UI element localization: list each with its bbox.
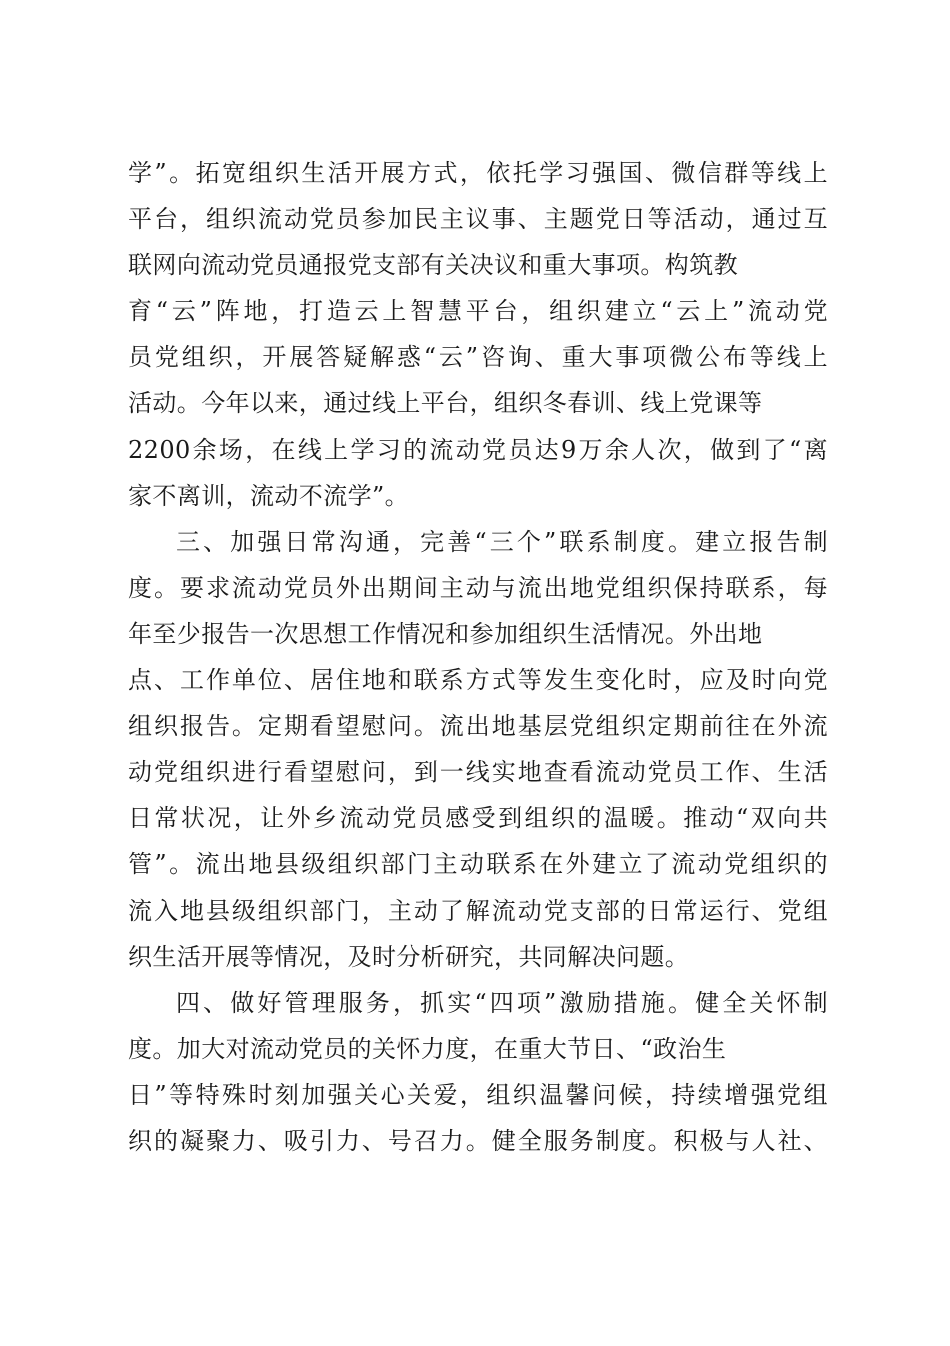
text-line: 组织报告。定期看望慰问。流出地基层党组织定期前往在外流	[128, 712, 828, 741]
text-line: 联网向流动党员通报党支部有关决议和重大事项。构筑教	[128, 251, 738, 280]
paragraph-first-line: 四、做好管理服务，抓实“四项”激励措施。健全关怀制	[176, 988, 828, 1017]
text-line: 年至少报告一次思想工作情况和参加组织生活情况。外出地	[128, 619, 763, 648]
text-line: 织的凝聚力、吸引力、号召力。健全服务制度。积极与人社、	[128, 1126, 828, 1155]
text-line: 织生活开展等情况，及时分析研究，共同解决问题。	[128, 942, 690, 971]
text-line: 流入地县级组织部门，主动了解流动党支部的日常运行、党组	[128, 896, 828, 925]
text-line: 管”。流出地县级组织部门主动联系在外建立了流动党组织的	[128, 850, 828, 879]
text-line: 员党组织，开展答疑解惑“云”咨询、重大事项微公布等线上	[128, 343, 828, 372]
text-line: 日”等特殊时刻加强关心关爱，组织温馨问候，持续增强党组	[128, 1080, 828, 1109]
body-text	[128, 150, 828, 1164]
text-line: 家不离训，流动不流学”。	[128, 481, 410, 510]
text-line: 度。要求流动党员外出期间主动与流出地党组织保持联系，每	[128, 573, 828, 602]
text-line: 平台，组织流动党员参加民主议事、主题党日等活动，通过互	[128, 205, 828, 234]
text-line: 2200余场，在线上学习的流动党员达9万余人次，做到了“离	[128, 435, 828, 464]
text-line: 活动。今年以来，通过线上平台，组织冬春训、线上党课等	[128, 389, 763, 418]
text-line: 点、工作单位、居住地和联系方式等发生变化时，应及时向党	[128, 666, 828, 695]
text-line: 动党组织进行看望慰问，到一线实地查看流动党员工作、生活	[128, 758, 828, 787]
paragraph-first-line: 三、加强日常沟通，完善“三个”联系制度。建立报告制	[176, 527, 828, 556]
text-line: 日常状况，让外乡流动党员感受到组织的温暖。推动“双向共	[128, 804, 828, 833]
text-line: 学”。拓宽组织生活开展方式，依托学习强国、微信群等线上	[128, 159, 828, 187]
text-line: 度。加大对流动党员的关怀力度，在重大节日、“政治生	[128, 1034, 727, 1063]
text-line: 育“云”阵地，打造云上智慧平台，组织建立“云上”流动党	[128, 297, 828, 326]
